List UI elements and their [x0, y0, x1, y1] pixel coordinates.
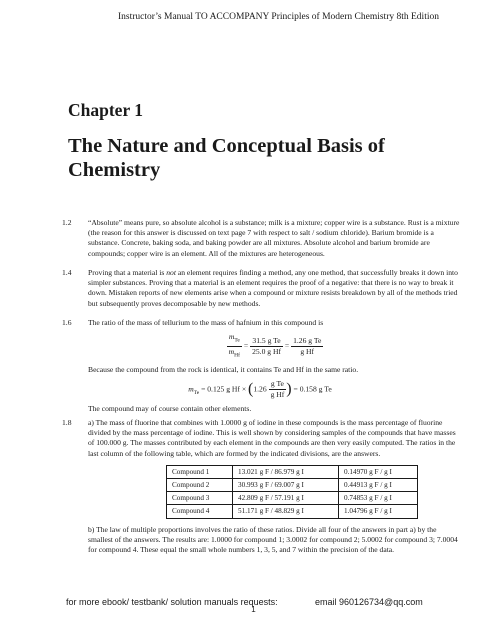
- table-cell: Compound 3: [167, 492, 233, 505]
- table-row: [167, 492, 418, 505]
- problem-part-a: a) The mass of fluorine that combines with 1.0000 g of iodine in these compounds is the mass percentage of fluorine divided by the mass percentage of iodine. This is well shown by considering samples of the compounds that have masses of 100.000 g. The masses contributed by each element in the compounds are then very easily computed. The ratios in the last column of the following table, which are formed by the indicated divisions, are the answers.: [88, 418, 456, 458]
- table-cell: 0.14970 g F / g I: [339, 465, 418, 478]
- footer-email[interactable]: email 960126734@qq.com: [315, 597, 423, 607]
- chapter-title: The Nature and Conceptual Basis of Chemistry: [68, 135, 385, 181]
- table-row: [167, 505, 418, 518]
- subscript-te: Te: [234, 337, 240, 344]
- symbol-m: m: [228, 346, 235, 356]
- table-cell: Compound 2: [167, 479, 233, 492]
- problem-number: 1.8: [62, 418, 72, 427]
- equation-mass-te: [58, 379, 462, 400]
- problem-number: 1.2: [62, 218, 72, 227]
- denominator: g Hf: [300, 346, 315, 356]
- problem-outro: The compound may of course contain other elements.: [88, 404, 252, 414]
- table-cell: Compound 1: [167, 465, 233, 478]
- numerator: 31.5 g Te: [250, 336, 283, 347]
- problem-text: [88, 268, 462, 309]
- problem-1-2: [62, 218, 462, 259]
- left-paren: (: [248, 380, 254, 398]
- table-cell: 1.04796 g F / g I: [339, 505, 418, 518]
- equation-ratio: [88, 332, 462, 360]
- equals-sign: =: [284, 341, 290, 351]
- fraction-mass-ratio: [227, 332, 242, 360]
- numerator: g Te: [269, 379, 287, 390]
- ratio-table: [166, 465, 418, 519]
- denominator: g Hf: [270, 390, 285, 400]
- footer-request-text: for more ebook/ testbank/ solution manuals requests:: [66, 597, 278, 607]
- running-header: Instructor’s Manual TO ACCOMPANY Principles of Modern Chemistry 8th Edition: [118, 12, 439, 22]
- table-cell: 42.809 g F / 57.191 g I: [233, 492, 339, 505]
- table-cell: 0.44913 g F / g I: [339, 479, 418, 492]
- problem-part-b: b) The law of multiple proportions involves the ratio of these ratios. Divide all four of the answers in part a) by the smallest of the answers. The results are: 1.0000 for compound 1; 3.0002 for compound 2; 5.0002 for compound 3; 7.0004 for compound 4. These equal the small whole numbers 1, 3, 5, and 7 within the precision of the data.: [88, 524, 458, 555]
- text-segment: Proving that a material is: [88, 268, 167, 277]
- subscript-hf: Hf: [234, 352, 240, 359]
- table-cell: 51.171 g F / 48.829 g I: [233, 505, 339, 518]
- fraction-masses: [250, 336, 283, 357]
- table-cell: 0.74853 g F / g I: [339, 492, 418, 505]
- problem-number: 1.6: [62, 318, 72, 327]
- problem-1-6: [62, 318, 462, 414]
- fraction-conversion: [269, 379, 287, 400]
- table-row: [167, 465, 418, 478]
- numerator: 1.26 g Te: [291, 336, 323, 347]
- problem-1-8: [62, 418, 462, 555]
- emphasis-not: not: [166, 268, 176, 277]
- table-row: [167, 479, 418, 492]
- symbol-m: m: [188, 384, 194, 394]
- chapter-label: Chapter 1: [68, 100, 144, 120]
- equals-sign: =: [243, 341, 249, 351]
- problem-intro: The ratio of the mass of tellurium to the mass of hafnium in this compound is: [88, 318, 324, 327]
- page-number: 1: [251, 605, 256, 614]
- problem-1-4: [62, 268, 462, 309]
- table-cell: 30.993 g F / 69.007 g I: [233, 479, 339, 492]
- equation-part: = 0.125 g Hf ×: [199, 384, 249, 394]
- text-segment: an element requires finding a method, any one method, that successfully breaks it down into simpler substances. Proving that a material is an element requires the proof of a negative: that there is no way to break it down. Mistaken reports of new elements arise when a compound or mixture resists breakdown by all of the methods tried but subsequently proves decomposable by new methods.: [88, 268, 458, 308]
- problem-middle: Because the compound from the rock is identical, it contains Te and Hf in the same ratio.: [88, 364, 359, 374]
- denominator: 25.0 g Hf: [252, 346, 281, 356]
- equation-result: = 0.158 g Te: [291, 384, 332, 394]
- table-cell: Compound 4: [167, 505, 233, 518]
- coefficient: 1.26: [253, 384, 267, 394]
- subscript-te: Te: [193, 389, 200, 396]
- symbol-m: m: [228, 332, 235, 342]
- problem-number: 1.4: [62, 268, 72, 277]
- table-cell: 13.021 g F / 86.979 g I: [233, 465, 339, 478]
- fraction-result: [291, 336, 323, 357]
- right-paren: ): [286, 380, 292, 398]
- problem-text: “Absolute” means pure, so absolute alcohol is a substance; milk is a mixture; copper wire is a substance. Rust is a mixture (the reason for this answer is discussed on text page 7 with respect to salt / sodium chloride). Barium bromide is a substance. Concrete, baking soda, and baking powder are all mixtures. Absolute alcohol and barium bromide are compounds; copper wire is an element. All of the mixtures are heterogeneous.: [88, 218, 460, 258]
